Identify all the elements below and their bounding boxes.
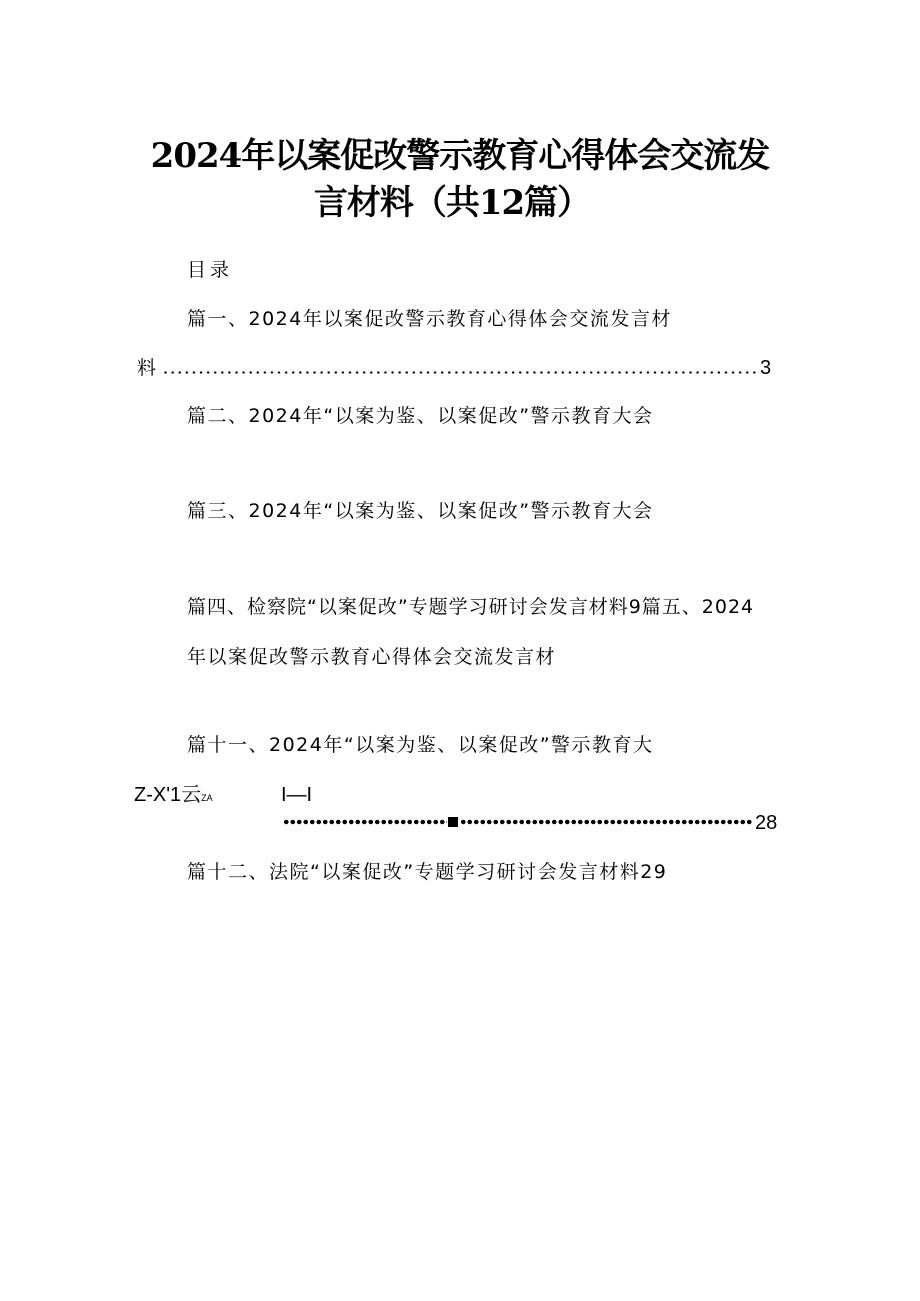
- toc-entry-3: 篇三、2024年“以案为鉴、以案促改”警示教育大会: [187, 500, 654, 522]
- garbled-bracket-mark: I—I: [281, 784, 313, 806]
- garbled-text-small: ZA: [201, 793, 213, 803]
- toc-entry-1-page-number: 3: [760, 357, 772, 379]
- square-mark-icon: [448, 817, 458, 827]
- toc-dot-leader: [162, 371, 756, 374]
- toc-entry-4-line-1: 篇四、检察院“以案促改”专题学习研讨会发言材料9篇五、2024: [187, 596, 755, 618]
- toc-bullet-leader-right: [460, 819, 752, 825]
- toc-entry-4-line-2: 年以案促改警示教育心得体会交流发言材: [187, 646, 557, 668]
- document-title-line-2: 言材料（共12篇）: [313, 183, 591, 223]
- toc-entry-12: 篇十二、法院“以案促改”专题学习研讨会发言材料29: [187, 861, 668, 883]
- document-title-line-1: 2024年以案促改警示教育心得体会交流发: [150, 136, 770, 176]
- toc-label: 目录: [187, 259, 234, 281]
- toc-bullet-leader-left: [283, 819, 447, 825]
- garbled-text-main: Z-X'1云: [134, 784, 202, 806]
- toc-entry-1-line-1: 篇一、2024年以案促改警示教育心得体会交流发言材: [187, 308, 672, 330]
- toc-entry-11: 篇十一、2024年“以案为鉴、以案促改”警示教育大: [187, 734, 654, 756]
- toc-entry-2: 篇二、2024年“以案为鉴、以案促改”警示教育大会: [187, 405, 654, 427]
- toc-entry-1-line-2: 料: [137, 357, 158, 379]
- toc-entry-11-page-number: 28: [755, 812, 778, 834]
- garbled-ocr-text: [134, 783, 213, 810]
